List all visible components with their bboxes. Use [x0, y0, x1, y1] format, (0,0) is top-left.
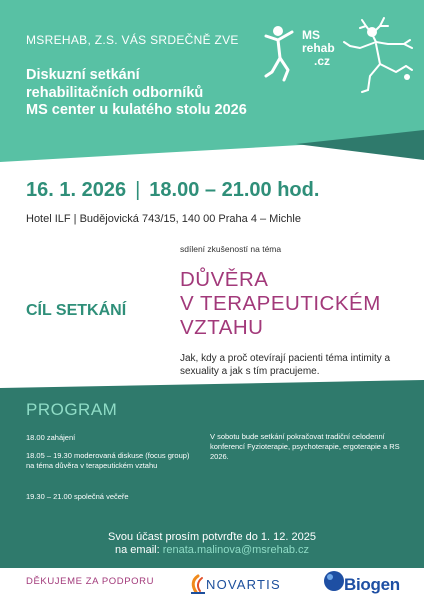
neuron-head-icon — [367, 27, 377, 37]
theme-description: Jak, kdy a proč otevírají pacienti téma intimity a sexuality a jak s tím pracujeme. — [180, 353, 391, 377]
event-time: 18.00 – 21.00 hod. — [149, 179, 320, 201]
email-prefix: na email: — [115, 544, 163, 556]
rsvp-line: Svou účast prosím potvrďte do 1. 12. 2025 — [108, 531, 316, 543]
logo-text: MS — [302, 28, 320, 42]
theme-line: V TERAPEUTICKÉM — [180, 292, 381, 315]
theme-line: VZTAHU — [180, 316, 264, 339]
event-address: Hotel ILF | Budějovická 743/15, 140 00 Praha 4 – Michle — [26, 213, 301, 225]
logo-text: .cz — [314, 54, 331, 68]
date-separator: | — [135, 179, 141, 201]
sponsor-biogen: Biogen — [344, 575, 400, 594]
logo-text: rehab — [302, 41, 335, 55]
sponsor-novartis: NOVARTIS — [206, 577, 281, 592]
goal-label: CÍL SETKÁNÍ — [26, 302, 127, 319]
email-link[interactable]: renata.malinova@msrehab.cz — [162, 544, 309, 556]
event-title-line: Diskuzní setkání — [26, 67, 140, 83]
invite-line: MSREHAB, Z.S. VÁS SRDEČNĚ ZVE — [26, 33, 239, 47]
program-item: 18.05 – 19.30 moderovaná diskuse (focus group) na téma důvěra v terapeutickém vztahu — [26, 451, 190, 470]
thanks-label: DĚKUJEME ZA PODPORU — [26, 576, 155, 587]
program-note: V sobotu bude setkání pokračovat tradiční celodenní konferencí Fyzioterapie, psychoterapie, ergoterapie a RS 2026. — [210, 432, 400, 461]
program-item: 19.30 – 21.00 společná večeře — [26, 492, 129, 501]
stick-figure-left-icon — [266, 26, 292, 80]
event-title-line: MS center u kulatého stolu 2026 — [26, 102, 247, 118]
theme-line: DŮVĚRA — [180, 268, 269, 291]
program-item: 18.00 zahájení — [26, 433, 76, 442]
msrehab-logo — [262, 14, 424, 106]
event-title-line: rehabilitačních odborníků — [26, 84, 204, 101]
rsvp-block — [0, 531, 424, 557]
dot-icon — [404, 74, 410, 80]
program-title: PROGRAM — [26, 400, 118, 419]
theme-title — [180, 268, 410, 340]
neuron-figure-icon — [344, 18, 412, 92]
share-intro: sdílení zkušeností na téma — [180, 244, 282, 254]
event-date: 16. 1. 2026 — [26, 179, 127, 201]
event-date-time — [26, 179, 319, 202]
